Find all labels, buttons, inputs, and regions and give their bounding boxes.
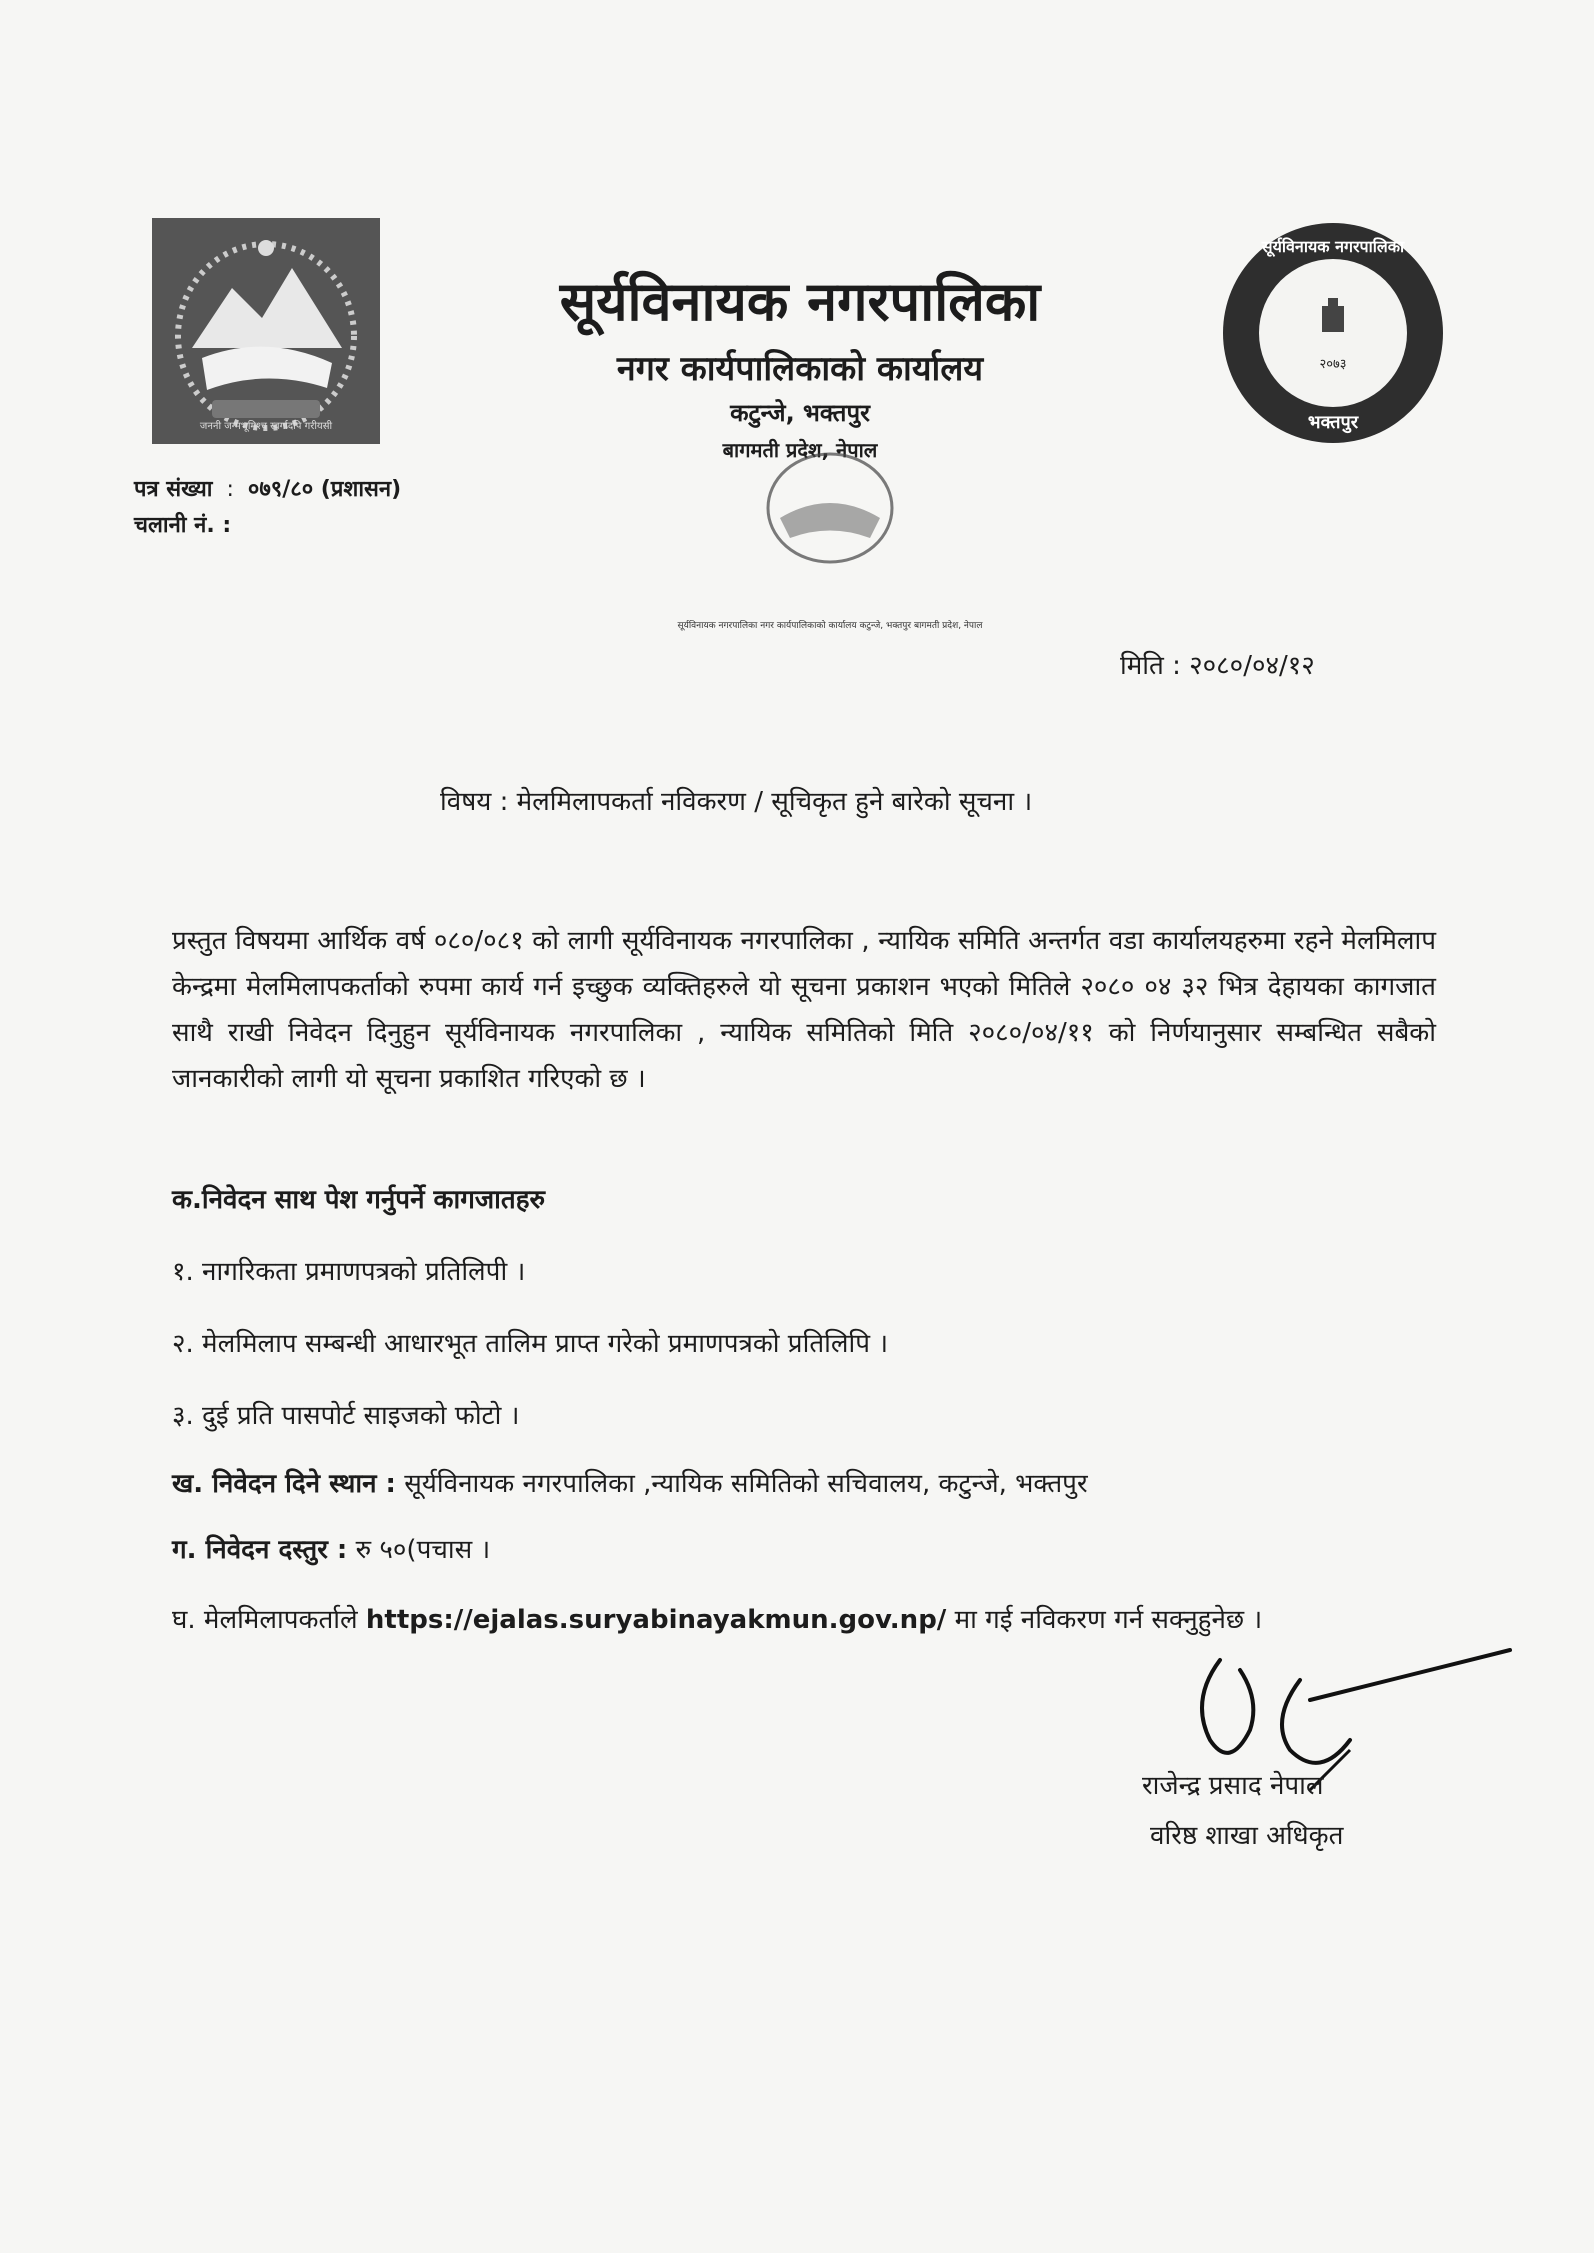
round-seal-graphic bbox=[1218, 218, 1448, 448]
office-name: नगर कार्यपालिकाको कार्यालय bbox=[616, 349, 984, 389]
seal-year: २०७३ bbox=[1319, 357, 1347, 372]
office-stamp-graphic bbox=[677, 438, 983, 638]
emblem-graphic bbox=[152, 218, 380, 444]
dispatch-number-label: चलानी नं. : bbox=[134, 513, 232, 538]
address-line-1: कटुन्जे, भक्तपुर bbox=[730, 399, 870, 427]
organization-name: सूर्यविनायक नगरपालिका bbox=[559, 270, 1041, 333]
letter-subject: विषय : मेलमिलापकर्ता नविकरण / सूचिकृत हुने बारेको सूचना । bbox=[440, 787, 1033, 817]
emblem-caption: जननी जन्मभूमिश्च स्वर्गादपि गरीयसी bbox=[199, 421, 333, 432]
renewal-line bbox=[172, 1600, 1262, 1636]
application-place-line bbox=[172, 1464, 1088, 1500]
document-item-3: ३. दुई प्रति पासपोर्ट साइजको फोटो । bbox=[172, 1401, 520, 1431]
documents-heading: क.निवेदन साथ पेश गर्नुपर्ने कागजातहरु bbox=[172, 1185, 546, 1215]
letter-number-value: ०७९/८० (प्रशासन) bbox=[247, 477, 402, 502]
body-paragraph: प्रस्तुत विषयमा आर्थिक वर्ष ०८०/०८१ को लागी सूर्यविनायक नगरपालिका , न्यायिक समिति अन्तर्गत वडा कार्यालयहरुमा रहने मेलमिलाप केन्द्रमा मेलमिलापकर्ताको रुपमा कार्य गर्न इच्छुक व्यक्तिहरुले यो सूचना प्रकाशन भएको मितिले २०८० ०४ ३२ भित्र देहायका कागजात साथै राखी निवेदन दिनुहुन सूर्यविनायक नगरपालिका , न्यायिक समितिको मिति २०८०/०४/११ को निर्णयानुसार सम्बन्धित सबैको जानकारीको लागी यो सूचना प्रकाशित गरिएको छ । bbox=[172, 926, 1436, 1094]
nepal-emblem-logo bbox=[152, 218, 380, 444]
application-place-label: ख. निवेदन दिने स्थान : bbox=[172, 1469, 396, 1499]
seal-top-text: सूर्यविनायक नगरपालिका bbox=[1261, 237, 1405, 256]
renewal-prefix: घ. मेलमिलापकर्ताले bbox=[172, 1605, 358, 1635]
application-place-value: सूर्यविनायक नगरपालिका ,न्यायिक समितिको सचिवालय, कटुन्जे, भक्तपुर bbox=[404, 1469, 1088, 1499]
address-line-2: बागमती प्रदेश, नेपाल bbox=[722, 438, 878, 462]
letter-number-line: पत्र संख्या : ०७९/८० (प्रशासन) bbox=[134, 477, 402, 502]
reference-block bbox=[134, 472, 401, 544]
renewal-suffix: मा गई नविकरण गर्न सक्नुहुनेछ । bbox=[954, 1605, 1263, 1635]
office-stamp bbox=[677, 438, 983, 638]
fee-label: ग. निवेदन दस्तुर : bbox=[172, 1535, 348, 1565]
fee-line bbox=[172, 1530, 490, 1566]
fee-value: रु ५०(पचास । bbox=[355, 1535, 491, 1565]
letter-number-label: पत्र संख्या bbox=[134, 477, 213, 502]
letter-date: मिति : २०८०/०४/१२ bbox=[1120, 651, 1315, 681]
renewal-url-link[interactable]: https://ejalas.suryabinayakmun.gov.np/ bbox=[365, 1605, 947, 1635]
document-item-2: २. मेलमिलाप सम्बन्धी आधारभूत तालिम प्राप्त गरेको प्रमाणपत्रको प्रतिलिपि । bbox=[172, 1329, 889, 1359]
municipality-round-seal bbox=[1218, 218, 1448, 448]
stamp-text: सूर्यविनायक नगरपालिका नगर कार्यपालिकाको कार्यालय कटुन्जे, भक्तपुर बागमती प्रदेश, नेपाल bbox=[677, 621, 983, 631]
signatory-name: राजेन्द्र प्रसाद नेपाल bbox=[1142, 1771, 1324, 1801]
signatory-title: वरिष्ठ शाखा अधिकृत bbox=[1150, 1821, 1344, 1851]
seal-bottom-text: भक्तपुर bbox=[1307, 412, 1359, 433]
document-item-1: १. नागरिकता प्रमाणपत्रको प्रतिलिपी । bbox=[172, 1257, 526, 1287]
